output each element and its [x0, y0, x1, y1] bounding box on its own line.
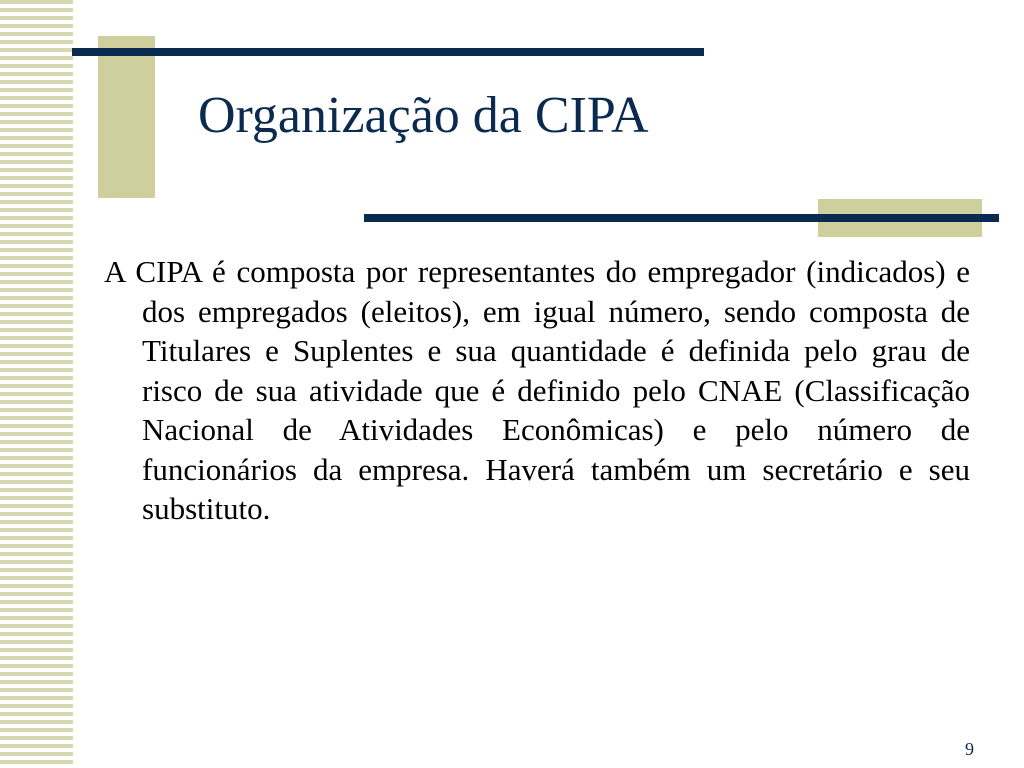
decorative-block-left [98, 36, 155, 198]
page-number: 9 [965, 739, 974, 759]
slide-body-text: A CIPA é composta por representantes do empregador (indicados) e dos empregados (eleitos), em igual número, sendo composta de Titulares e Suplentes e sua quantidade é definida pelo grau de risco de sua atividade que é definido pelo CNAE (Classificação Nacional de Atividades Econômicas) e pelo número de funcionários da empresa. Haverá também um secretário e seu substituto. [104, 254, 970, 526]
decorative-line-bottom [364, 214, 999, 222]
slide-title: Organização da CIPA [198, 87, 649, 144]
decorative-stripes [0, 0, 73, 768]
decorative-line-top [72, 48, 704, 56]
